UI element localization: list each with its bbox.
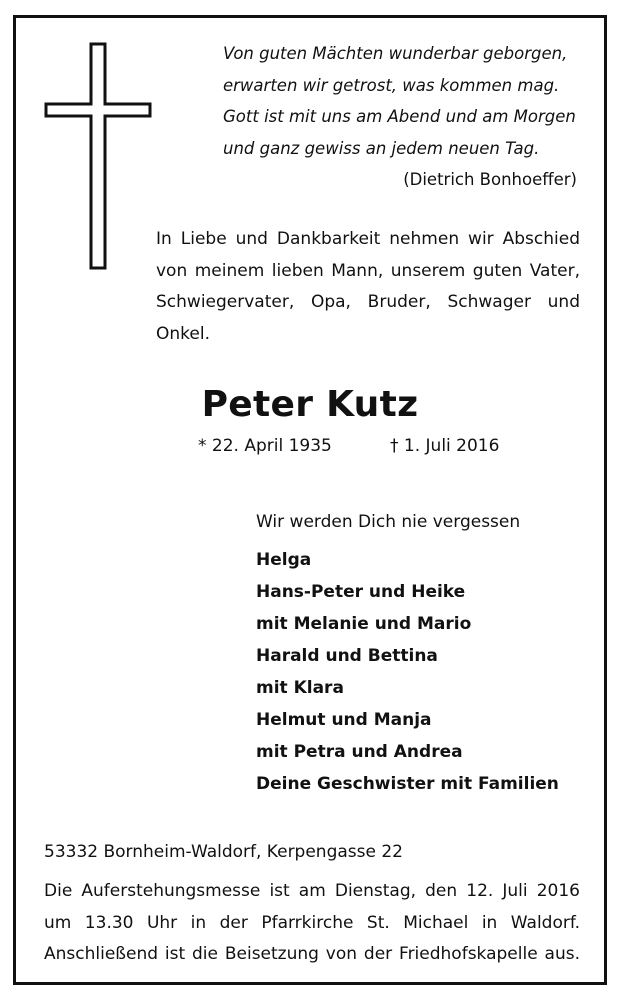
funeral-details bbox=[44, 876, 580, 971]
farewell-line: Schwiegervater, Opa, Bruder, Schwager und bbox=[156, 292, 580, 312]
farewell-text bbox=[156, 224, 580, 350]
cross-icon bbox=[44, 42, 152, 270]
poem-line: Von guten Mächten wunderbar geborgen, bbox=[223, 44, 568, 63]
obituary-notice bbox=[13, 15, 607, 985]
farewell-line: Onkel. bbox=[156, 323, 210, 344]
poem-line: erwarten wir getrost, was kommen mag. bbox=[223, 75, 560, 95]
birth-date: * 22. April 1935 bbox=[198, 436, 332, 456]
funeral-line: Anschließend ist die Beisetzung von der Friedhofskapelle aus. bbox=[44, 944, 580, 964]
funeral-line: Die Auferstehungsmesse ist am Dienstag, den 12. Juli 2016 bbox=[44, 881, 580, 901]
mourners-list bbox=[256, 506, 559, 800]
poem-author: (Dietrich Bonhoeffer) bbox=[403, 170, 577, 189]
funeral-line: um 13.30 Uhr in der Pfarrkirche St. Michael in Waldorf. bbox=[44, 912, 580, 933]
farewell-line: In Liebe und Dankbarkeit nehmen wir Abschied bbox=[156, 229, 580, 249]
mourner-name: Deine Geschwister mit Familien bbox=[256, 774, 559, 794]
mourner-name: Harald und Bettina bbox=[256, 646, 438, 666]
mourners-heading: Wir werden Dich nie vergessen bbox=[256, 512, 521, 532]
poem-line: Gott ist mit uns am Abend und am Morgen bbox=[223, 107, 576, 126]
farewell-line: von meinem lieben Mann, unserem guten Vater, bbox=[156, 260, 580, 281]
mourner-name: mit Klara bbox=[256, 678, 344, 698]
death-date: † 1. Juli 2016 bbox=[390, 436, 500, 456]
mourner-name: Helmut und Manja bbox=[256, 710, 432, 730]
mourner-name: mit Petra und Andrea bbox=[256, 742, 463, 762]
mourner-name: Helga bbox=[256, 550, 312, 570]
mourner-name: mit Melanie und Mario bbox=[256, 614, 472, 634]
mourner-name: Hans-Peter und Heike bbox=[256, 582, 466, 602]
poem-quote bbox=[223, 38, 583, 196]
family-address: 53332 Bornheim-Waldorf, Kerpengasse 22 bbox=[44, 842, 404, 862]
deceased-name: Peter Kutz bbox=[201, 384, 419, 425]
poem-line: und ganz gewiss an jedem neuen Tag. bbox=[223, 138, 540, 158]
